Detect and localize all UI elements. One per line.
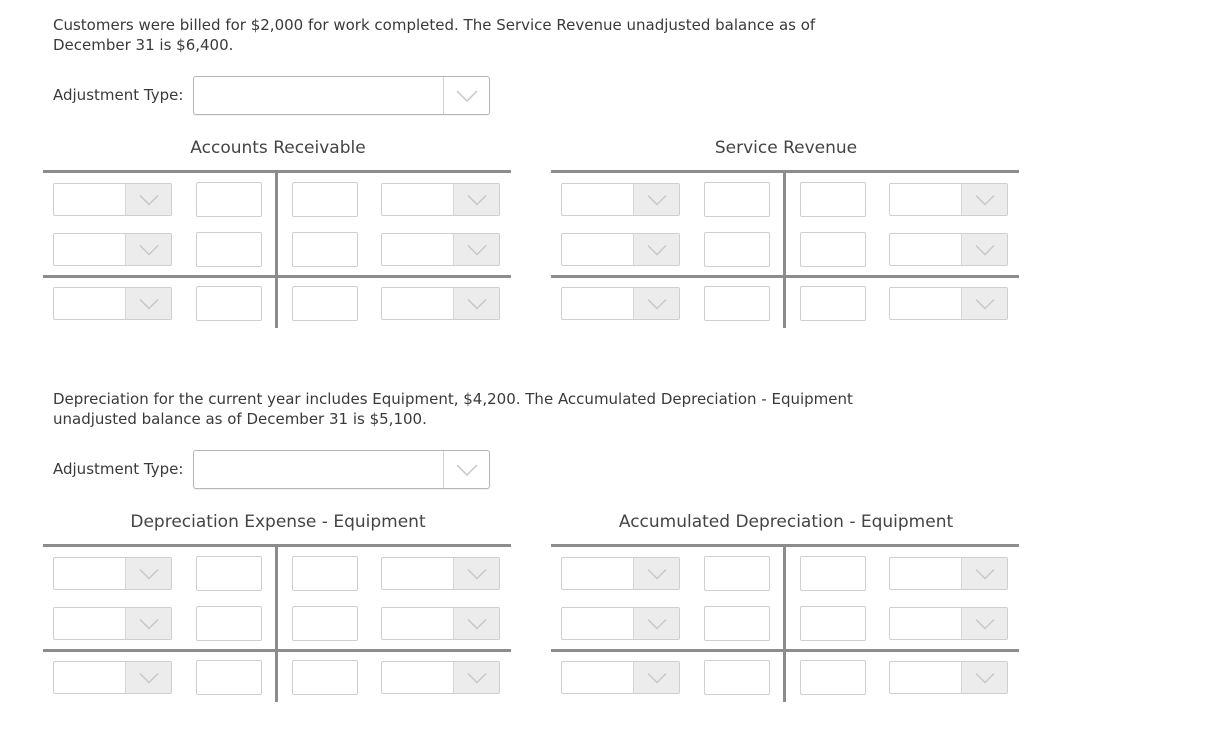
credit-account-select[interactable]: [381, 233, 500, 266]
chevron-down-icon: [453, 234, 499, 265]
debit-amount-input[interactable]: [704, 606, 770, 641]
debit-amount-input[interactable]: [704, 232, 770, 267]
debit-account-select[interactable]: [53, 287, 172, 320]
debit-amount-input[interactable]: [196, 660, 262, 695]
credit-account-select[interactable]: [381, 287, 500, 320]
chevron-down-icon: [125, 558, 171, 589]
chevron-down-icon: [961, 184, 1007, 215]
chevron-down-icon: [443, 451, 489, 488]
credit-account-select[interactable]: [381, 607, 500, 640]
credit-account-select[interactable]: [889, 183, 1008, 216]
debit-amount-input[interactable]: [704, 182, 770, 217]
t-account-2a: [43, 512, 513, 712]
debit-account-select[interactable]: [561, 233, 680, 266]
credit-account-select[interactable]: [381, 183, 500, 216]
t-account-title: Accounts Receivable: [190, 138, 366, 158]
debit-account-select[interactable]: [53, 557, 172, 590]
chevron-down-icon: [961, 608, 1007, 639]
credit-amount-input[interactable]: [292, 232, 358, 267]
debit-amount-input[interactable]: [196, 182, 262, 217]
debit-account-select[interactable]: [53, 233, 172, 266]
debit-amount-input[interactable]: [196, 606, 262, 641]
chevron-down-icon: [961, 288, 1007, 319]
t-account-center-rule: [275, 173, 278, 328]
chevron-down-icon: [961, 234, 1007, 265]
debit-account-select[interactable]: [561, 607, 680, 640]
credit-account-select[interactable]: [889, 287, 1008, 320]
credit-account-select[interactable]: [381, 661, 500, 694]
credit-amount-input[interactable]: [800, 232, 866, 267]
credit-amount-input[interactable]: [800, 660, 866, 695]
debit-amount-input[interactable]: [704, 286, 770, 321]
adjustment-type-label-1: Adjustment Type:: [53, 86, 184, 104]
debit-amount-input[interactable]: [196, 556, 262, 591]
chevron-down-icon: [633, 184, 679, 215]
chevron-down-icon: [633, 288, 679, 319]
credit-account-select[interactable]: [381, 557, 500, 590]
t-account-title: Depreciation Expense - Equipment: [130, 512, 426, 532]
credit-amount-input[interactable]: [800, 606, 866, 641]
credit-amount-input[interactable]: [800, 556, 866, 591]
t-account-2b: [551, 512, 1021, 712]
debit-amount-input[interactable]: [196, 232, 262, 267]
credit-account-select[interactable]: [889, 661, 1008, 694]
debit-account-select[interactable]: [53, 607, 172, 640]
chevron-down-icon: [125, 184, 171, 215]
debit-account-select[interactable]: [561, 183, 680, 216]
credit-amount-input[interactable]: [292, 286, 358, 321]
chevron-down-icon: [633, 558, 679, 589]
credit-amount-input[interactable]: [292, 556, 358, 591]
debit-account-select[interactable]: [561, 557, 680, 590]
credit-account-select[interactable]: [889, 557, 1008, 590]
chevron-down-icon: [633, 234, 679, 265]
chevron-down-icon: [453, 662, 499, 693]
t-account-1b: [551, 138, 1021, 338]
credit-amount-input[interactable]: [292, 182, 358, 217]
t-account-center-rule: [783, 173, 786, 328]
prompt-2: Depreciation for the current year includes Equipment, $4,200. The Accumulated Depreciation - Equipment unadjusted balance as of December 31 is $5,100.: [53, 390, 853, 428]
debit-account-select[interactable]: [53, 661, 172, 694]
chevron-down-icon: [125, 662, 171, 693]
credit-amount-input[interactable]: [800, 286, 866, 321]
credit-account-select[interactable]: [889, 233, 1008, 266]
chevron-down-icon: [453, 184, 499, 215]
debit-amount-input[interactable]: [704, 660, 770, 695]
t-account-center-rule: [275, 547, 278, 702]
chevron-down-icon: [453, 558, 499, 589]
adjustment-type-label-2: Adjustment Type:: [53, 460, 184, 478]
chevron-down-icon: [633, 662, 679, 693]
debit-account-select[interactable]: [561, 287, 680, 320]
credit-amount-input[interactable]: [292, 660, 358, 695]
t-account-title: Service Revenue: [714, 138, 858, 158]
chevron-down-icon: [125, 288, 171, 319]
credit-amount-input[interactable]: [292, 606, 358, 641]
t-account-center-rule: [783, 547, 786, 702]
credit-amount-input[interactable]: [800, 182, 866, 217]
chevron-down-icon: [453, 608, 499, 639]
chevron-down-icon: [961, 558, 1007, 589]
chevron-down-icon: [453, 288, 499, 319]
chevron-down-icon: [633, 608, 679, 639]
t-account-title: Accumulated Depreciation - Equipment: [618, 512, 954, 532]
chevron-down-icon: [443, 77, 489, 114]
chevron-down-icon: [125, 234, 171, 265]
debit-amount-input[interactable]: [704, 556, 770, 591]
debit-amount-input[interactable]: [196, 286, 262, 321]
adjustment-type-select-1[interactable]: [193, 76, 490, 115]
debit-account-select[interactable]: [561, 661, 680, 694]
debit-account-select[interactable]: [53, 183, 172, 216]
chevron-down-icon: [125, 608, 171, 639]
adjustment-type-select-2[interactable]: [193, 450, 490, 489]
credit-account-select[interactable]: [889, 607, 1008, 640]
t-account-1a: [43, 138, 513, 338]
chevron-down-icon: [961, 662, 1007, 693]
prompt-1: Customers were billed for $2,000 for work completed. The Service Revenue unadjusted balance as of December 31 is $6,400.: [53, 16, 816, 54]
